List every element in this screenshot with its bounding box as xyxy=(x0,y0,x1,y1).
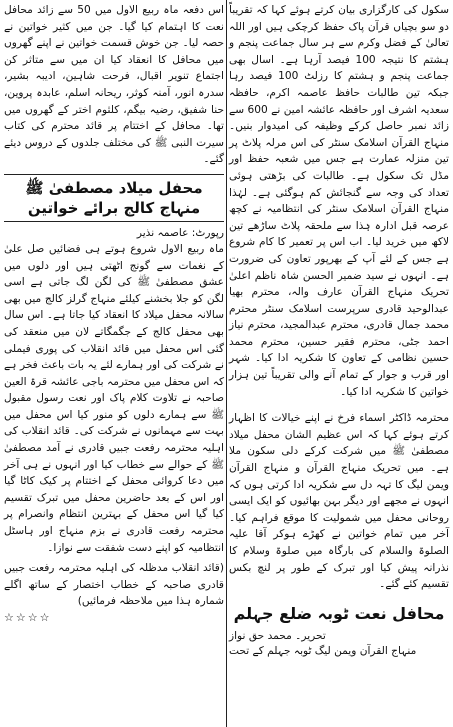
byline-reporter: رپورٹ: عاصمہ نذیر xyxy=(136,226,224,239)
star-ornament: ☆☆☆☆ xyxy=(4,611,52,624)
article-heading: محافل نعت ٹوبہ ضلع جہلم xyxy=(233,603,445,623)
left-column xyxy=(4,2,224,627)
article-paragraph: محترمہ ڈاکٹر اسماء فرخ نے اپنے خیالات کا اظہار کرتے ہوئے کہا کہ اس عظیم الشان محفل میلاد مصطفیٰ ﷺ میں شرکت کرکے دلی سکون ملا ہے۔ میں تحریک منہاج القرآن و منہاج القرآن ویمن لیگ کا تہہ دل سے شکریہ ادا کرتی ہوں کہ انہوں نے مجھے اور دیگر بہن بھائیوں کو ایک ایسی روحانی محفل میں شمولیت کا موقع فراہم کیا۔ آخر میں تمام خواتین نے کھڑے ہوکر آقا علیہ الصلوۃ والسلام کی بارگاہ میں صلوۃ وسلام کا نذرانہ پیش کیا اور تبرک کے طور پر لنچ بکس تقسیم کئے گئے۔ xyxy=(229,412,449,591)
article-heading: محفل میلاد مصطفیٰ ﷺ منہاج کالج برائے خواتین xyxy=(4,174,224,222)
byline-author: تحریر۔ محمد حق نواز xyxy=(229,629,326,642)
article-paragraph: ماہ ربیع الاول شروع ہوتے ہی فضائیں صل علیٰ کے نغمات سے گونج اٹھتی ہیں اور دلوں میں عشق مصطفیٰ ﷺ کی لگن لگ جاتی ہے اسی لگن کو جلا بخشنے کیلئے منہاج گرلز کالج میں بھی سالانہ محفل میلاد کا انعقاد کیا جاتا ہے۔ اس سال بھی محفل کالج کے جگمگاتے لان میں منعقد کی گئی اس محفل میں قائد انقلاب کی پوری فیملی نے شرکت کی اور ہمارے لئے یہ بات باعث فخر ہے کہ اس محفل میں محترمہ باجی عائشہ قرۃ العین صاحبہ نے تلاوت کلام پاک اور نعت رسول مقبول ﷺ سے ہمارے دلوں کو منور کیا اس محفل میں بہت سے مہمانوں نے شرکت کی۔ قائد انقلاب کی اہلیہ محترمہ رفعت جبیں قادری نے آمد مصطفیٰ ﷺ کے حوالے سے خطاب کیا اور انہوں نے ہی آخر میں دعا کروائی محفل کے اختتام پر کیک کاٹا گیا اور اس کے بعد حاضرین محفل میں تبرک تقسیم کیا گیا اس محفل کے بہترین انتظام وانصرام پر محترمہ رفعت قادری نے بزم منہاج اور ہاسٹل انتظامیہ کو اپنے دست شفقت سے نوازا۔ xyxy=(4,242,224,554)
article-paragraph: سکول کی کارگزاری بیان کرتے ہوئے کہا کہ تقریباً دو سو بچیاں قرآن پاک حفظ کرچکی ہیں اور اللہ تعالیٰ کے فضل وکرم سے ہر سال جماعت پنجم و ہشتم کا نتیجہ 100 فیصد آرہا ہے۔ اسال بھی جماعت پنجم و ہشتم کا رزلٹ 100 فیصد رہا جبکہ تین طالبات حافظ عاصمہ اکرم، حافظہ سعدیہ اشرف اور حافظہ عائشہ امین نے 600 سے زائد نمبر حاصل کرکے وظیفہ کی امیدوار بنیں۔ منہاج القرآن اسلامک سنٹر کی اس مرلہ پلاٹ پر تین منزلہ عمارت ہے جس میں شعبہ حفظ اور مڈل تک سکول ہے۔ طالبات کی بڑھتی ہوئی تعداد کی وجہ سے گنجائش کم ہوگئی ہے۔ لہٰذا منہاج القرآن اسلامک سنٹر کی انتظامیہ نے کچھ عرصہ قبل ادارہ ہٰذا سے ملحقہ پلاٹ ساڑھے تین لاکھ میں خرید لیا۔ اب اس پر تعمیر کا کام شروع ہے جس کے لئے آپ کے بھرپور تعاون کی ضرورت ہے۔ انہوں نے سید ضمیر الحسن شاہ ناظم اعلیٰ تحریک منہاج القرآن عارف والہ، محترم بھیا عبدالوحید قادری سرپرست اسلامک سنٹر محترم محمد جمال قادری، محترم عبدالمجید، محترم نیاز احمد جٹی، محترم فقیر حسین، محترم محمد حسین نظامی کے تعاون کا شکریہ ادا کیا۔ شہر اور قرب و جوار کے تمام آنے والی تقریباً تین ہزار خواتین کا شکریہ ادا کیا۔ xyxy=(229,4,450,398)
editor-note: (قائد انقلاب مدظلہ کی اہلیہ محترمہ رفعت جبیں قادری صاحبہ کے خطاب اختصار کے ساتھ اگلے شمارہ ہذا میں ملاحظہ فرمائیں) xyxy=(4,562,224,608)
right-column xyxy=(229,2,449,659)
byline-organization: منہاج القرآن ویمن لیگ ٹوبہ جہلم کے تحت xyxy=(229,644,417,657)
article-paragraph: اس دفعہ ماہ ربیع الاول میں 50 سے زائد محافل نعت کا اہتمام کیا گیا۔ جن میں کثیر خواتین نے حصہ لیا۔ جن خوش قسمت خواتین نے اپنے گھروں میں محافل کا انعقاد کیا ان میں سے متاثر کن اجتماع تنویر اقبال، فرحت شاہین، ادیبہ بشیر، سدرہ انور، آمنہ کوثر، ریحانہ اسلم، عابدہ پروین، حنا شفیق، رضیہ بیگم، کلثوم اختر کے گھروں میں تھا۔ محافل کے اختتام پر قائد محترم کی کتاب سیرت النبی ﷺ کی مختلف جلدوں کے دروس دیئے گئے۔ xyxy=(4,4,224,166)
column-divider xyxy=(226,0,227,727)
